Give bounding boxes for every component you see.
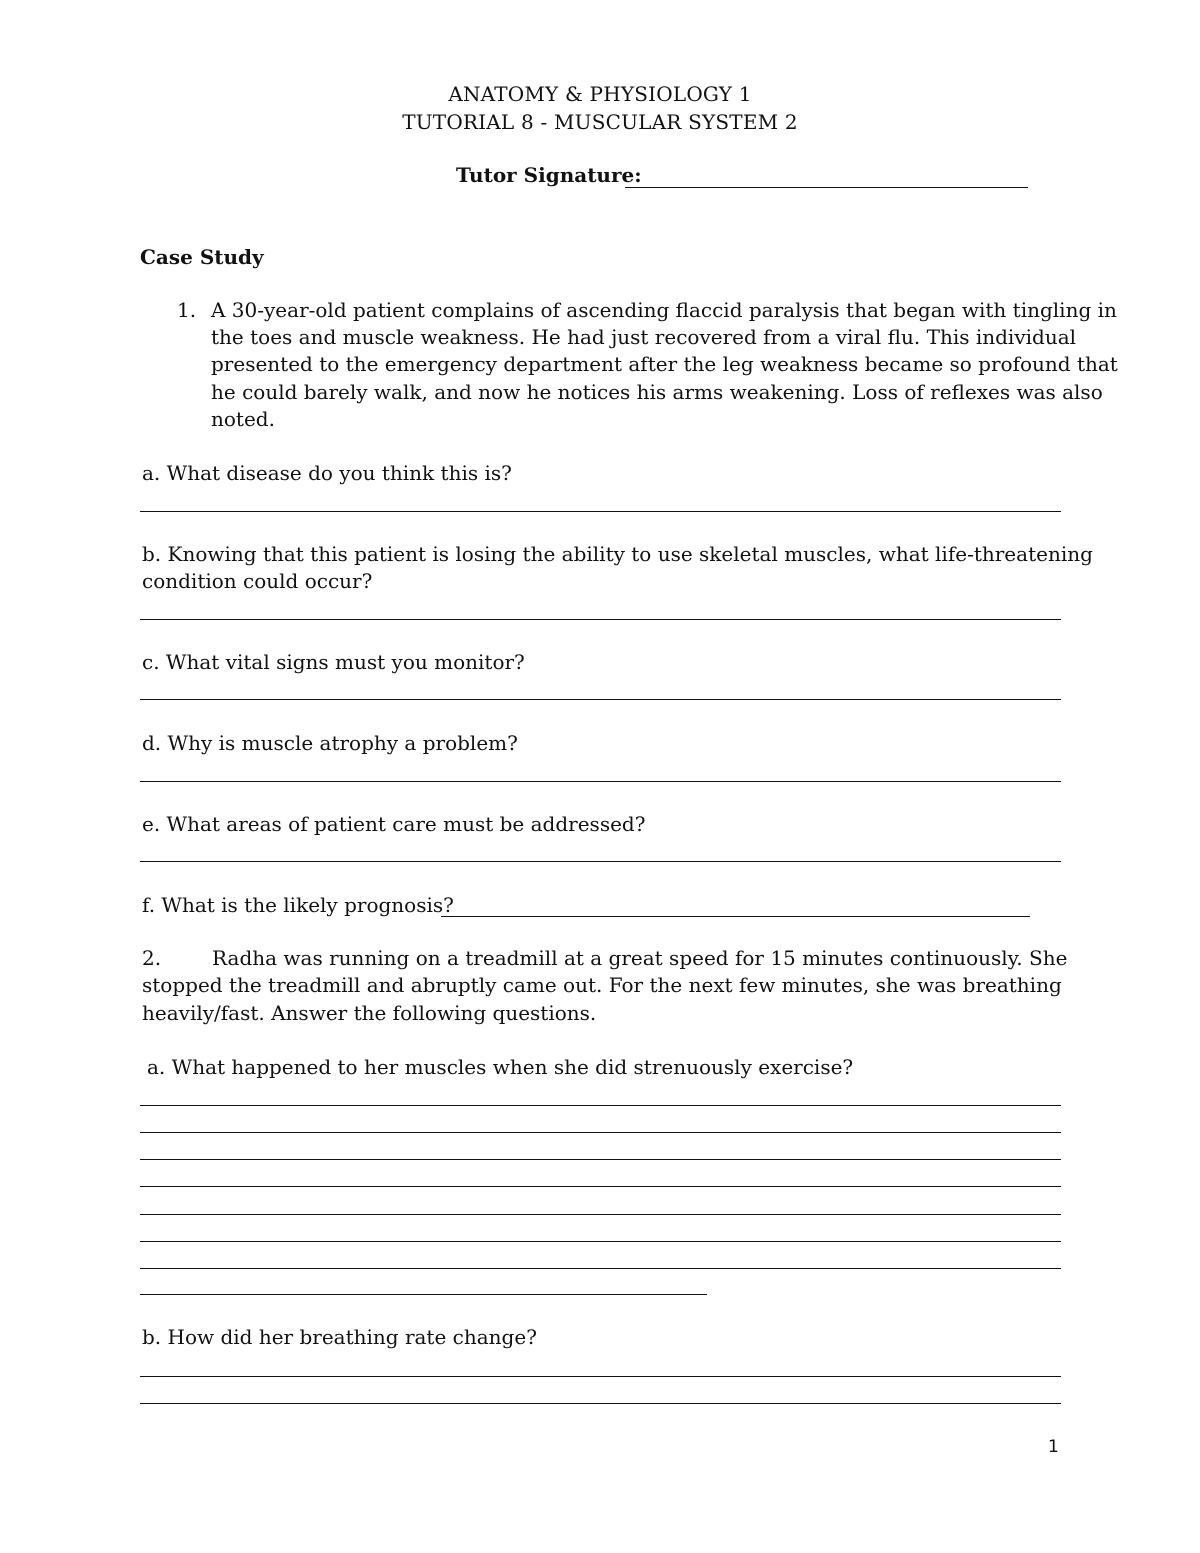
q1e-prompt: e. What areas of patient care must be addressed? [142, 812, 646, 836]
q2a-answer-line-4[interactable] [140, 1186, 1061, 1187]
q2a-answer-line-6[interactable] [140, 1241, 1061, 1242]
q1f-answer-line[interactable] [441, 916, 1030, 917]
q1-line-2: the toes and muscle weakness. He had just recovered from a viral flu. This individual [211, 325, 1077, 349]
q1c-answer-line[interactable] [140, 699, 1061, 700]
q1-line-3: presented to the emergency department after the leg weakness became so profound that [211, 352, 1118, 376]
q1-line-1: A 30-year-old patient complains of ascending flaccid paralysis that began with tingling in [211, 298, 1117, 322]
section-title: Case Study [140, 245, 264, 269]
q2b-answer-line-1[interactable] [140, 1376, 1061, 1377]
q2a-prompt: a. What happened to her muscles when she did strenuously exercise? [147, 1055, 854, 1079]
q1b-prompt-line-2: condition could occur? [142, 569, 373, 593]
q1c-prompt: c. What vital signs must you monitor? [142, 650, 525, 674]
q2-number: 2. [142, 946, 162, 970]
q2-line-3: heavily/fast. Answer the following questions. [142, 1001, 597, 1025]
q1a-prompt: a. What disease do you think this is? [142, 461, 512, 485]
q2a-answer-line-2[interactable] [140, 1132, 1061, 1133]
q2a-answer-line-3[interactable] [140, 1159, 1061, 1160]
q1b-answer-line[interactable] [140, 619, 1061, 620]
q2a-answer-line-1[interactable] [140, 1105, 1061, 1106]
q2a-answer-line-7[interactable] [140, 1268, 1061, 1269]
q2-line-1: Radha was running on a treadmill at a great speed for 15 minutes continuously. She [212, 946, 1068, 970]
tutor-signature-line[interactable] [625, 187, 1028, 188]
q2a-answer-line-5[interactable] [140, 1214, 1061, 1215]
q1d-answer-line[interactable] [140, 781, 1061, 782]
course-title: ANATOMY & PHYSIOLOGY 1 [448, 82, 752, 106]
q1b-prompt-line-1: b. Knowing that this patient is losing the ability to use skeletal muscles, what life-threatening [142, 542, 1093, 566]
q2a-answer-line-8[interactable] [140, 1294, 707, 1295]
q1-line-5: noted. [211, 407, 275, 431]
q1-number: 1. [177, 298, 197, 322]
tutorial-title: TUTORIAL 8 - MUSCULAR SYSTEM 2 [402, 110, 798, 134]
q2b-answer-line-2[interactable] [140, 1403, 1061, 1404]
q1f-prompt: f. What is the likely prognosis? [142, 893, 454, 917]
q2-line-2: stopped the treadmill and abruptly came out. For the next few minutes, she was breathing [142, 973, 1062, 997]
page-number: 1 [1048, 1437, 1059, 1457]
tutor-signature-label: Tutor Signature: [456, 163, 642, 187]
q1e-answer-line[interactable] [140, 861, 1061, 862]
q1a-answer-line[interactable] [140, 511, 1061, 512]
q1-line-4: he could barely walk, and now he notices his arms weakening. Loss of reflexes was also [211, 380, 1103, 404]
q2b-prompt: b. How did her breathing rate change? [142, 1325, 537, 1349]
q1d-prompt: d. Why is muscle atrophy a problem? [142, 731, 518, 755]
